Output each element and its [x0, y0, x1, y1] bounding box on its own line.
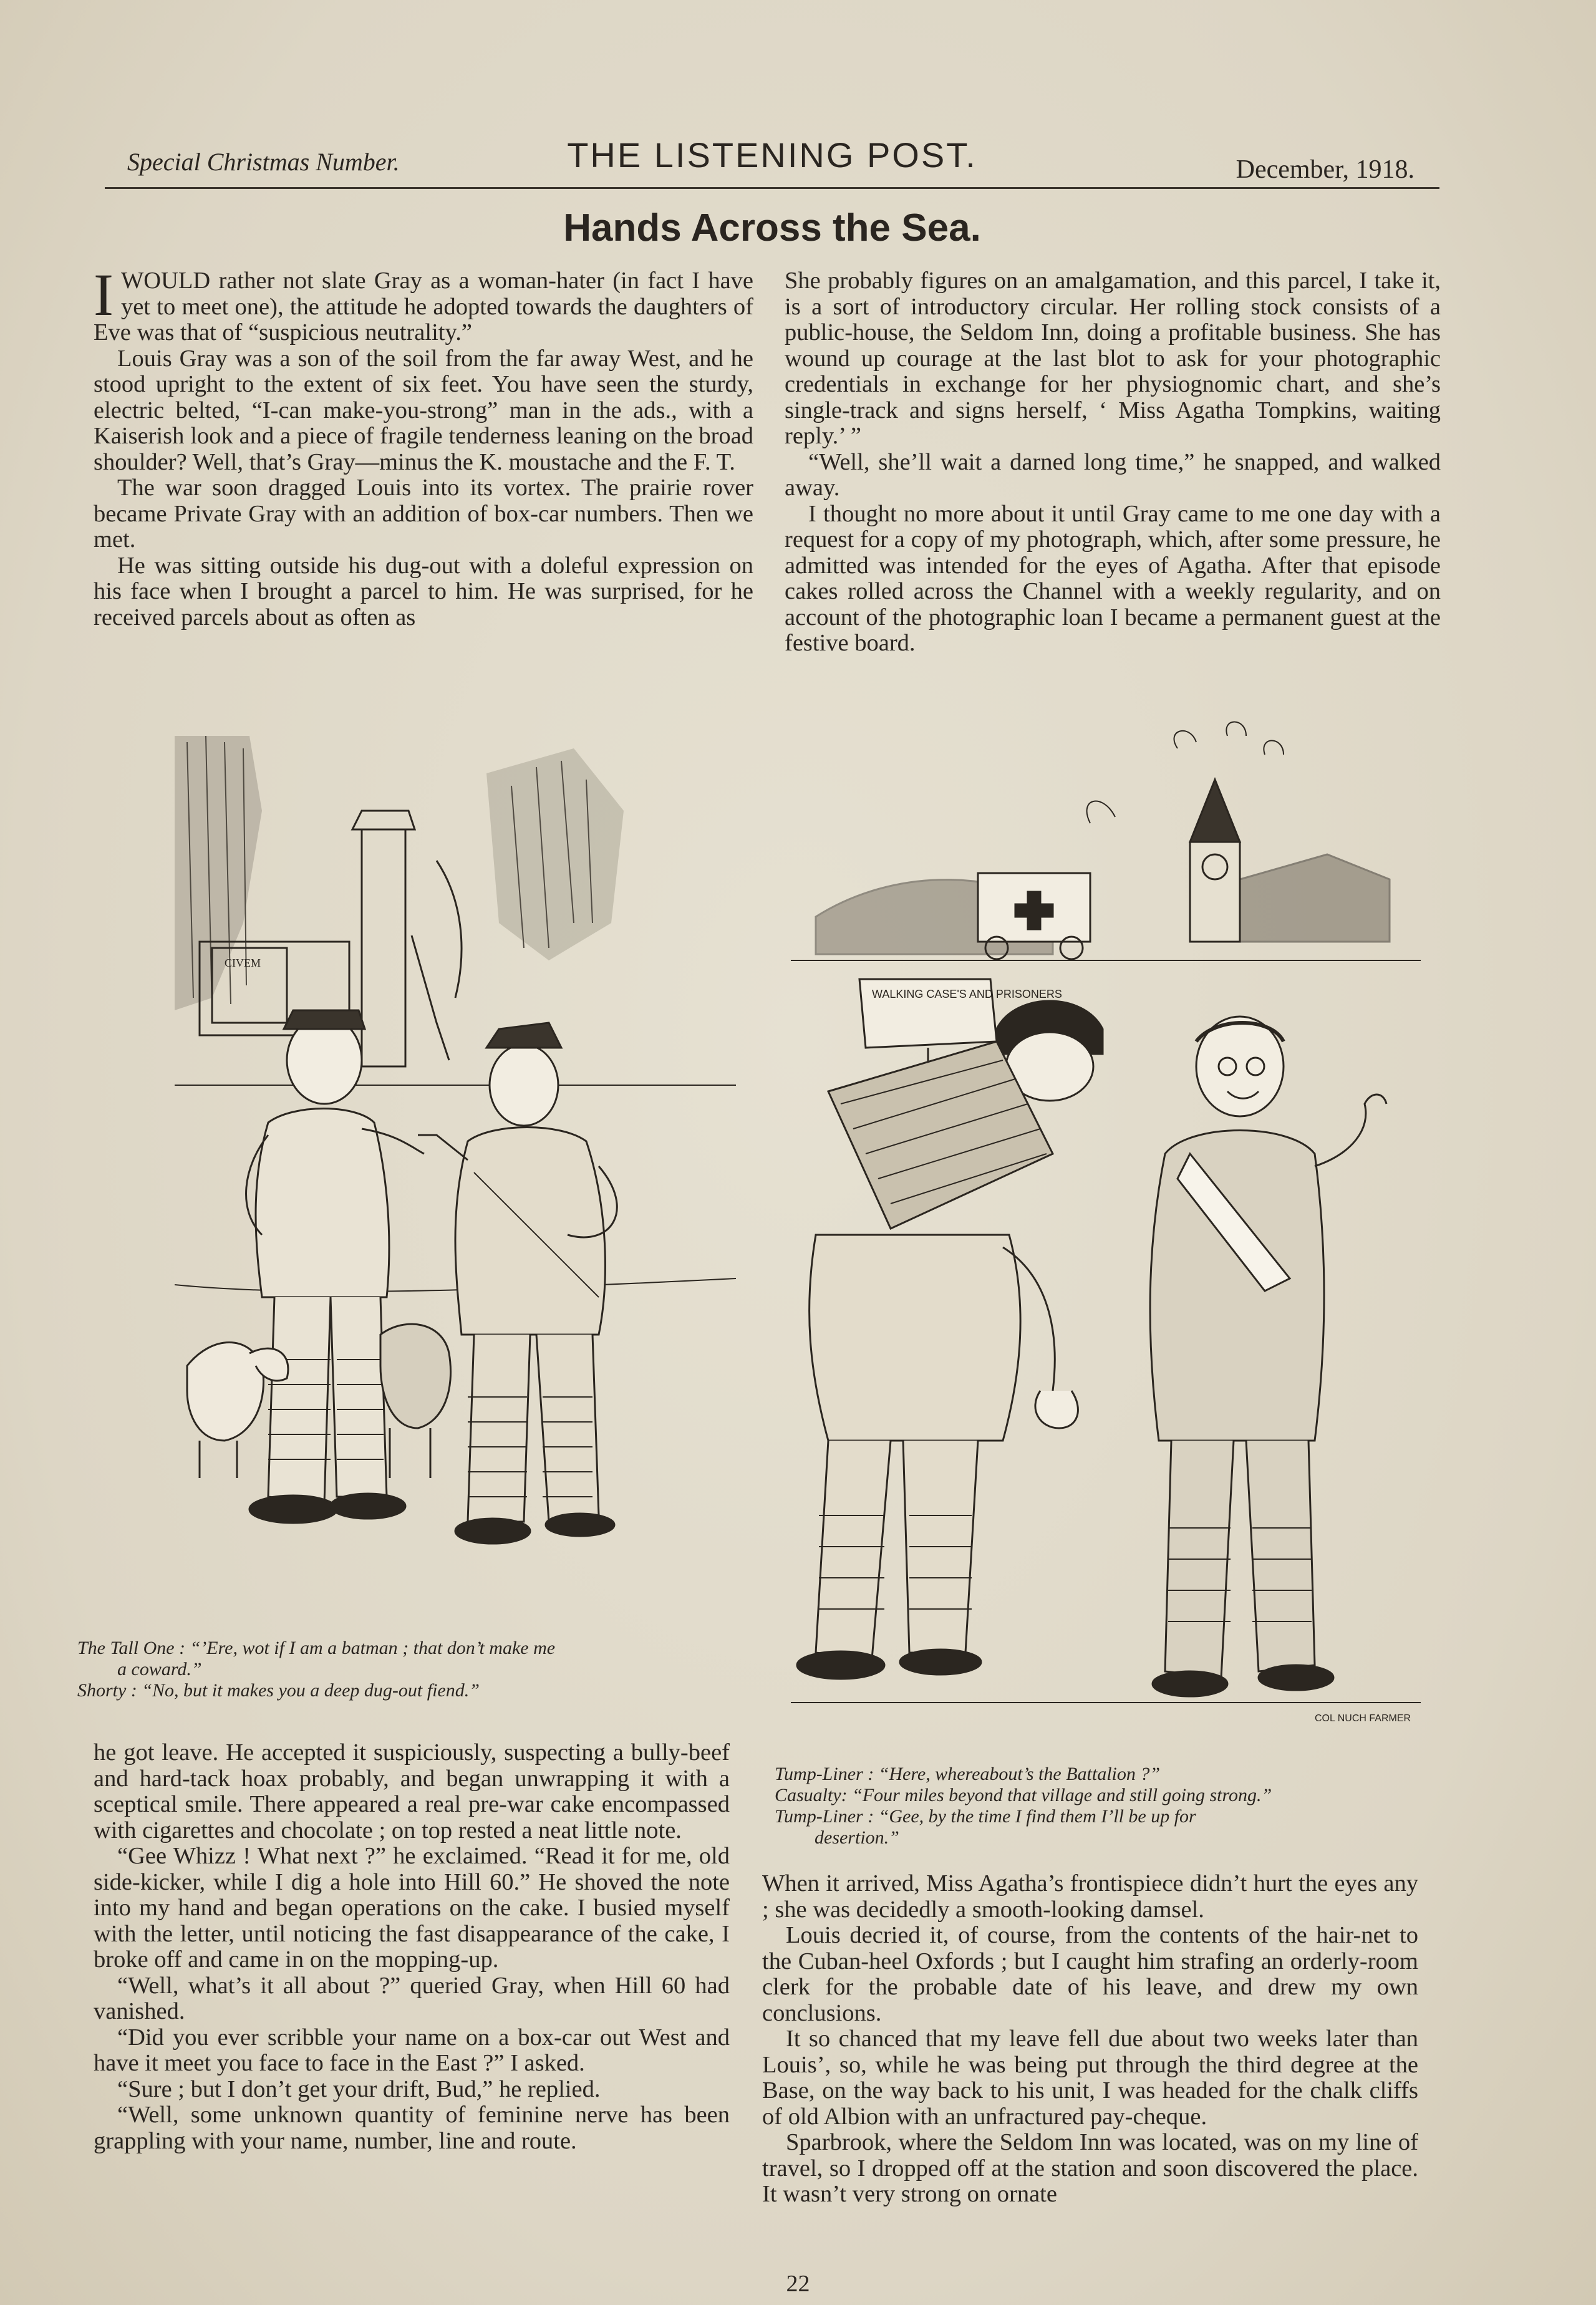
- article-column-3: [94, 1740, 730, 2154]
- paragraph: he got leave. He accepted it suspiciously, suspecting a bully-beef and hard-tack hoax probably, and began unwrapping it with a sceptical smile. There appeared a real pre-war cake encompassed with cigarettes and chocolate ; on top rested a neat little note.: [94, 1739, 730, 1844]
- signpost-text: WALKING CASE'S AND PRISONERS: [872, 988, 1062, 1000]
- illustration-caption-2: [775, 1764, 1436, 1848]
- paragraph: She probably figures on an amalgamation, and this parcel, I take it, is a sort of introductory circular. Her rolling stock consists of a public-house, the Seldom Inn, doing a profitable business. She has wound up courage at the last blot to ask for your photographic credentials in exchange for her physiognomic chart, and she’s single-track and signs herself, ‘ Miss Agatha Tompkins, waiting reply.’ ”: [785, 268, 1441, 449]
- paragraph: “Well, what’s it all about ?” queried Gray, when Hill 60 had vanished.: [94, 1972, 730, 2024]
- header-publication-title: THE LISTENING POST.: [567, 135, 977, 175]
- caption-line: Tump-Liner : “Gee, by the time I find them I’ll be up for: [775, 1806, 1196, 1827]
- paragraph: The war soon dragged Louis into its vortex. The prairie rover became Private Gray with an addition of box-car numbers. Then we met.: [94, 475, 753, 553]
- paragraph: Louis Gray was a son of the soil from the far away West, and he stood upright to the extent of six feet. You have seen the sturdy, electric belted, “I-can make-you-strong” man in the ads., with a Kaiserish look and a piece of fragile tenderness leaning on the broad shoulder? Well, that’s Gray—minus the K. moustache and the F. T.: [94, 345, 753, 475]
- article-title: Hands Across the Sea.: [563, 206, 981, 249]
- caption-line: desertion.”: [815, 1827, 899, 1848]
- tall-soldier-figure-icon: [246, 1010, 424, 1523]
- article-column-1: [94, 261, 753, 631]
- header-edition: Special Christmas Number.: [127, 148, 400, 176]
- paragraph: “Well, she’ll wait a darned long time,” he snapped, and walked away.: [785, 448, 1441, 501]
- caption-line: a coward.”: [117, 1659, 202, 1679]
- paragraph: He was sitting outside his dug-out with a doleful expression on his face when I brought a parcel to him. He was surprised, for he received parcels about as often as: [94, 552, 753, 631]
- paragraph: Sparbrook, where the Seldom Inn was located, was on my line of travel, so I dropped off at the station and soon discovered the place. It wasn’t very strong on ornate: [762, 2129, 1418, 2207]
- church-tower-icon: [1190, 780, 1240, 942]
- paragraph: I thought no more about it until Gray came to me one day with a request for a copy of my photograph, which, after some pressure, he admitted was intended for the eyes of Agatha. After that episode cakes rolled across the Channel with a weekly regularity, and on account of the photographic loan I became a permanent guest at the festive board.: [785, 500, 1441, 656]
- gate-pillar-icon: [362, 829, 405, 1066]
- caption-line: Casualty: “Four miles beyond that village and still going strong.”: [775, 1785, 1272, 1805]
- page-number: 22: [786, 2271, 810, 2297]
- paragraph: Louis decried it, of course, from the contents of the hair-net to the Cuban-heel Oxfords ; but I caught him strafing an orderly-room clerk for the probable date of his leave, and drew my own conclusions.: [762, 1922, 1418, 2026]
- caption-line: Shorty : “No, but it makes you a deep dug-out fiend.”: [77, 1680, 480, 1701]
- paragraph: IWOULD rather not slate Gray as a woman-hater (in fact I have yet to meet one), the attitude he adopted towards the daughters of Eve was that of “suspicious neutrality.”: [94, 261, 753, 346]
- background-trees-icon: [175, 736, 624, 1010]
- header-date: December, 1918.: [1236, 155, 1415, 184]
- article-column-2: [785, 268, 1441, 657]
- article-column-4: [762, 1871, 1418, 2208]
- caption-line: Tump-Liner : “Here, whereabout’s the Battalion ?”: [775, 1764, 1161, 1784]
- page-header: [105, 131, 1439, 189]
- paragraph: It so chanced that my leave fell due about two weeks later than Louis’, so, while he was being put through the third degree at the Base, on the way back to his unit, I was headed for the chalk cliffs of old Albion with an unfractured pay-cheque.: [762, 2026, 1418, 2130]
- drop-cap: I: [94, 261, 114, 328]
- tump-liner-soldier-figure-icon: [797, 1001, 1103, 1679]
- casualty-soldier-figure-icon: [1150, 1017, 1386, 1696]
- paragraph: “Well, some unknown quantity of feminine nerve has been grappling with your name, number, line and route.: [94, 2102, 730, 2154]
- caption-line: The Tall One : “’Ere, wot if I am a batman ; that don’t make me: [77, 1638, 556, 1658]
- cartoon-illustration-soldiers: [175, 736, 736, 1597]
- cartoon-illustration-tump-liner: [791, 717, 1421, 1734]
- short-soldier-figure-icon: [418, 1023, 617, 1544]
- illustration-caption-1: [77, 1638, 757, 1701]
- paragraph: When it arrived, Miss Agatha’s frontispiece didn’t hurt the eyes any ; she was decidedly a smooth-looking damsel.: [762, 1870, 1418, 1923]
- paragraph: “Did you ever scribble your name on a box-car out West and have it meet you face to face in the East ?” I asked.: [94, 2024, 730, 2076]
- wall-sign-text: CIVEM: [225, 957, 261, 969]
- paragraph: “Gee Whizz ! What next ?” he exclaimed. “Read it for me, old side-kicker, while I dig a hole into Hill 60.” He shoved the note into my hand and began operations on the cake. I busied myself with the letter, until noticing the fast disappearance of the cake, I broke off and came in on the mopping-up.: [94, 1843, 730, 1973]
- dog-icon: [380, 1324, 451, 1478]
- artist-signature: COL NUCH FARMER: [1315, 1713, 1411, 1724]
- paragraph: “Sure ; but I don’t get your drift, Bud,” he replied.: [117, 2075, 601, 2102]
